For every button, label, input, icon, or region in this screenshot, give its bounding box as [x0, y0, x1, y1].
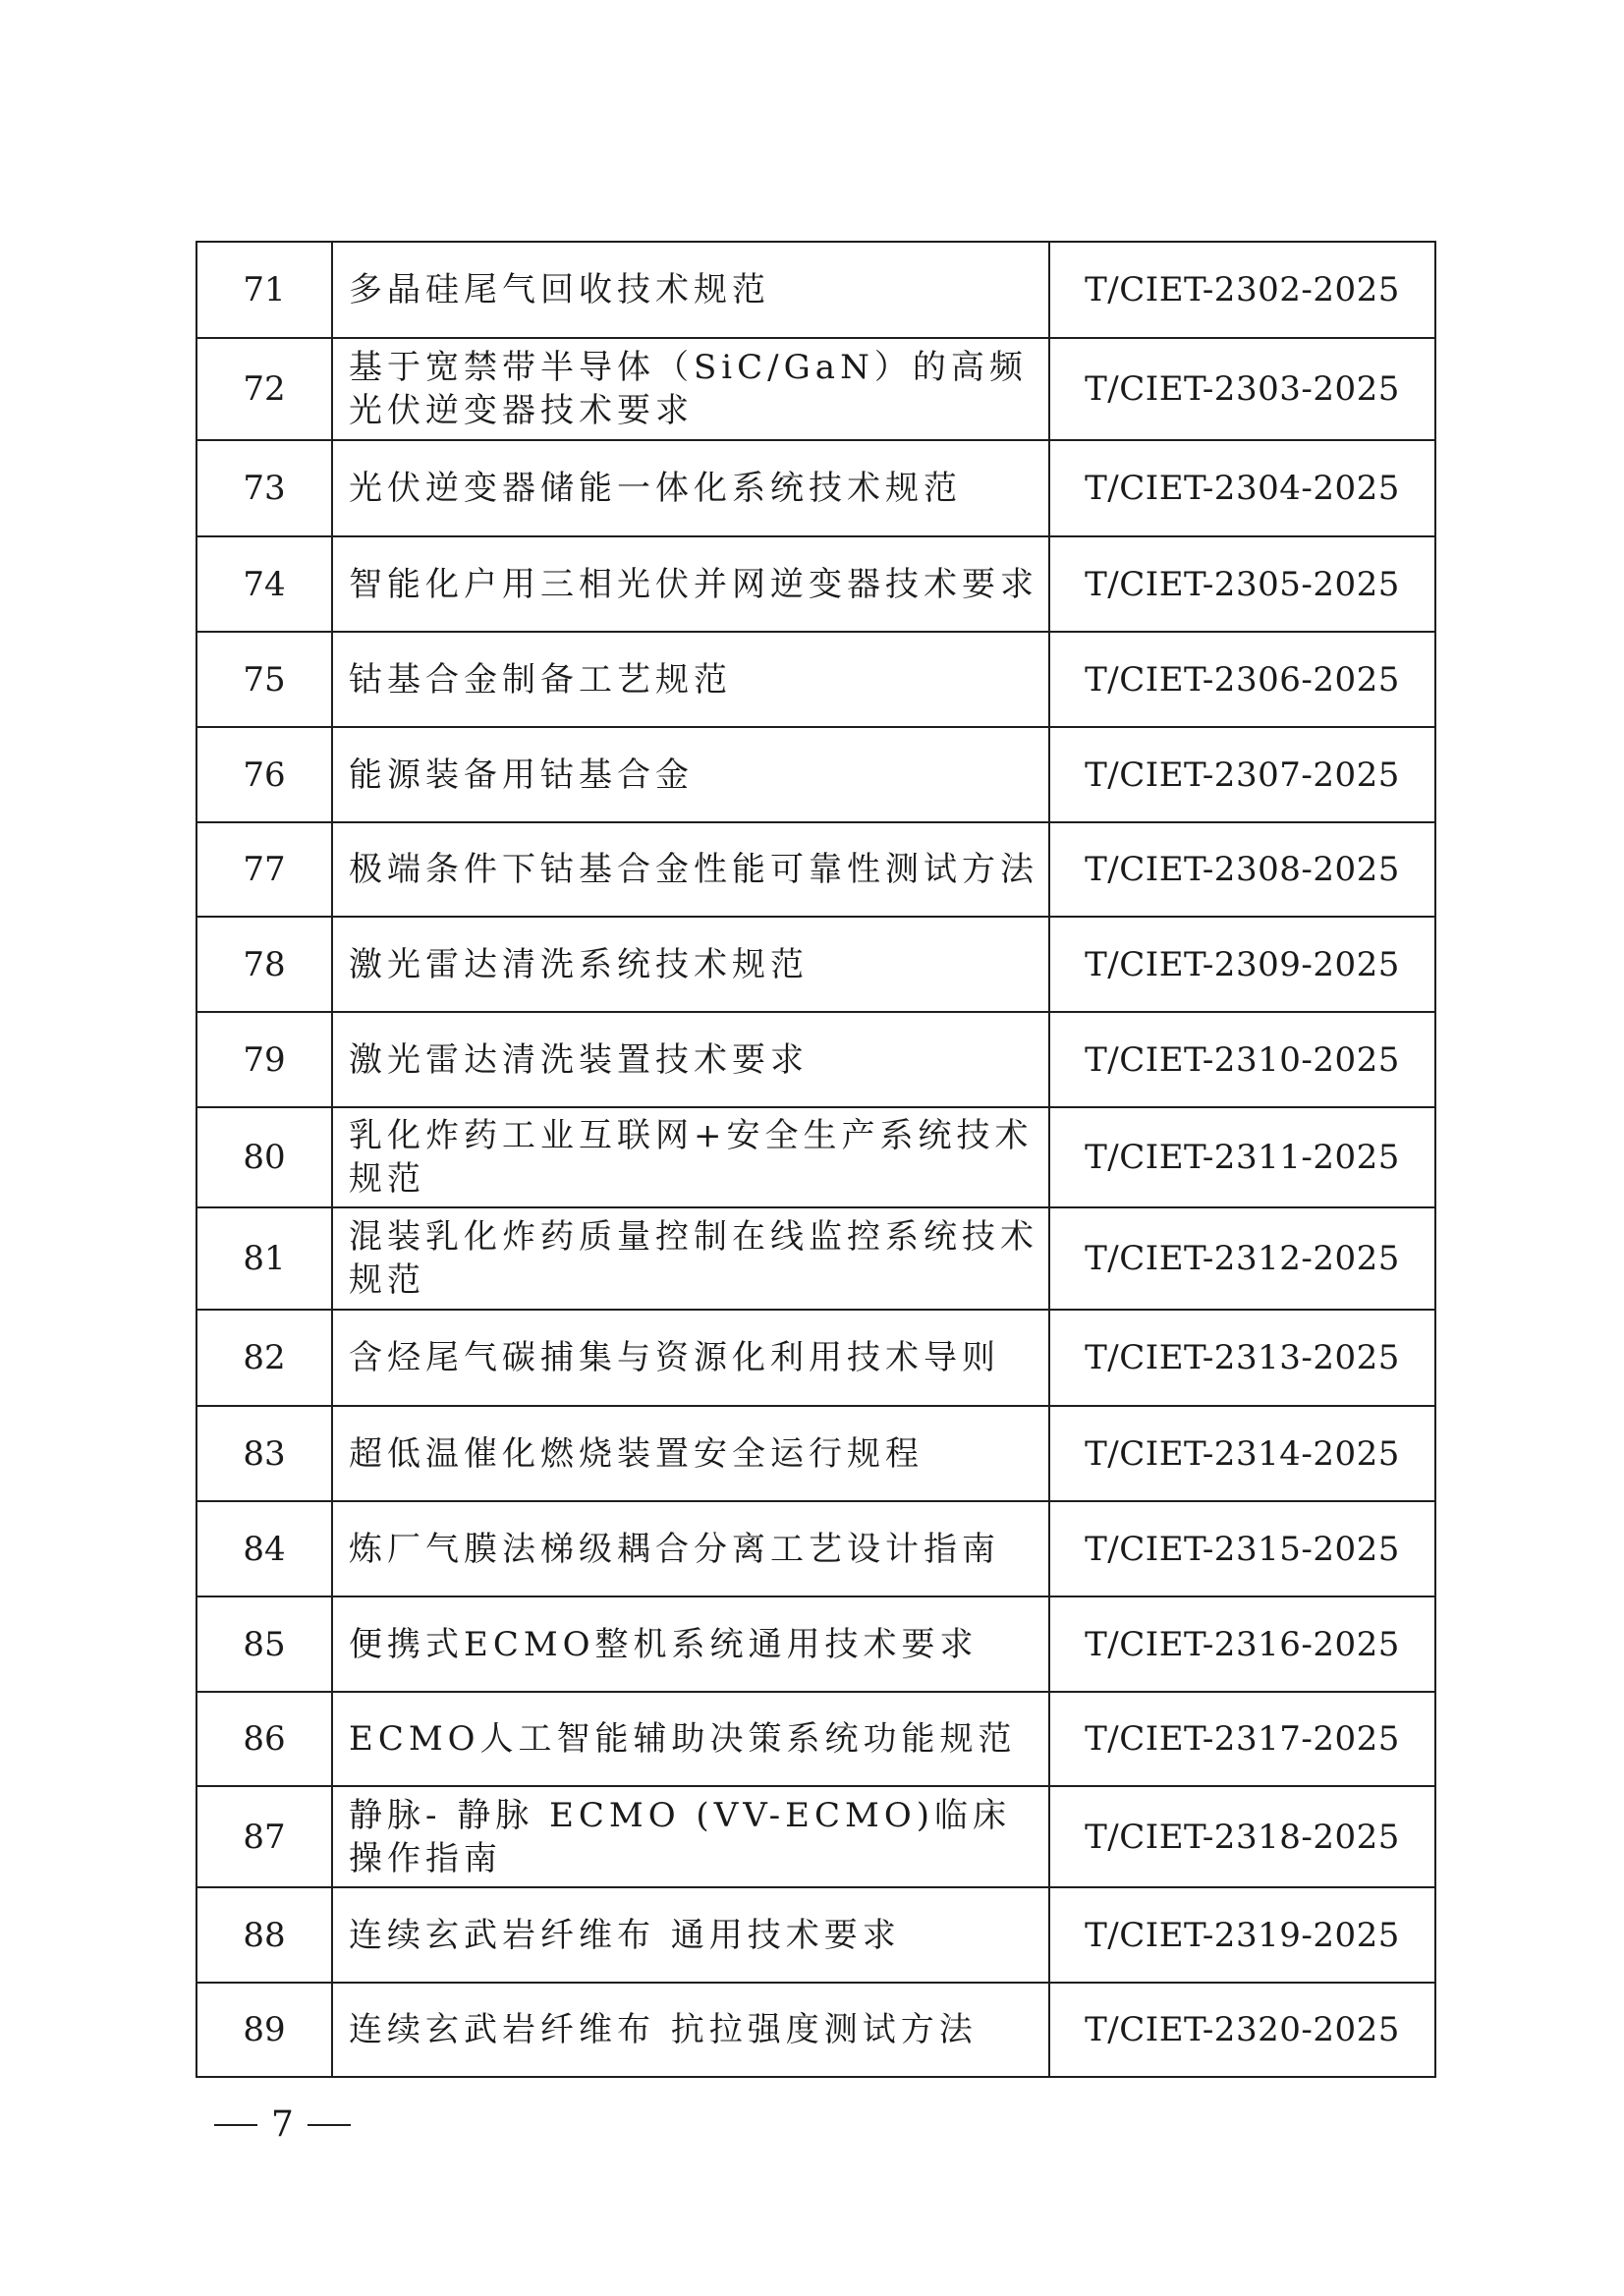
- footer-dash-left: [214, 2124, 257, 2126]
- standard-code: T/CIET-2312-2025: [1049, 1207, 1435, 1310]
- table-row: [196, 338, 1435, 440]
- standard-name: 激光雷达清洗装置技术要求: [332, 1012, 1049, 1107]
- row-number: 88: [196, 1887, 332, 1983]
- standard-code: T/CIET-2316-2025: [1049, 1596, 1435, 1692]
- standard-code: T/CIET-2315-2025: [1049, 1501, 1435, 1596]
- table-row: [196, 727, 1435, 822]
- standard-code: T/CIET-2319-2025: [1049, 1887, 1435, 1983]
- standard-code: T/CIET-2311-2025: [1049, 1107, 1435, 1207]
- standards-table: [196, 241, 1436, 2078]
- standard-name: 能源装备用钴基合金: [332, 727, 1049, 822]
- row-number: 73: [196, 440, 332, 536]
- row-number: 75: [196, 632, 332, 727]
- standard-name: 光伏逆变器储能一体化系统技术规范: [332, 440, 1049, 536]
- standard-name: 激光雷达清洗系统技术规范: [332, 917, 1049, 1012]
- row-number: 72: [196, 338, 332, 440]
- row-number: 81: [196, 1207, 332, 1310]
- row-number: 85: [196, 1596, 332, 1692]
- row-number: 87: [196, 1786, 332, 1887]
- table-row: [196, 1786, 1435, 1887]
- standard-code: T/CIET-2306-2025: [1049, 632, 1435, 727]
- standard-name: 钴基合金制备工艺规范: [332, 632, 1049, 727]
- standard-name: 基于宽禁带半导体（SiC/GaN）的高频光伏逆变器技术要求: [332, 338, 1049, 440]
- row-number: 84: [196, 1501, 332, 1596]
- table-row: [196, 1596, 1435, 1692]
- row-number: 86: [196, 1692, 332, 1786]
- standard-name: 静脉- 静脉 ECMO (VV-ECMO)临床操作指南: [332, 1786, 1049, 1887]
- standard-name: 乳化炸药工业互联网+安全生产系统技术规范: [332, 1107, 1049, 1207]
- row-number: 83: [196, 1406, 332, 1501]
- standard-code: T/CIET-2303-2025: [1049, 338, 1435, 440]
- row-number: 71: [196, 242, 332, 338]
- standard-code: T/CIET-2302-2025: [1049, 242, 1435, 338]
- standard-code: T/CIET-2318-2025: [1049, 1786, 1435, 1887]
- table-row: [196, 1310, 1435, 1406]
- row-number: 74: [196, 536, 332, 632]
- standard-name: 炼厂气膜法梯级耦合分离工艺设计指南: [332, 1501, 1049, 1596]
- standard-code: T/CIET-2307-2025: [1049, 727, 1435, 822]
- standard-code: T/CIET-2309-2025: [1049, 917, 1435, 1012]
- table-row: [196, 1692, 1435, 1786]
- table-row: [196, 1983, 1435, 2077]
- standard-name: 混装乳化炸药质量控制在线监控系统技术规范: [332, 1207, 1049, 1310]
- standard-code: T/CIET-2304-2025: [1049, 440, 1435, 536]
- table-row: [196, 1107, 1435, 1207]
- standard-code: T/CIET-2310-2025: [1049, 1012, 1435, 1107]
- table-row: [196, 1406, 1435, 1501]
- standard-name: 智能化户用三相光伏并网逆变器技术要求: [332, 536, 1049, 632]
- standard-code: T/CIET-2317-2025: [1049, 1692, 1435, 1786]
- table-row: [196, 536, 1435, 632]
- row-number: 82: [196, 1310, 332, 1406]
- standard-name: 多晶硅尾气回收技术规范: [332, 242, 1049, 338]
- table-row: [196, 1501, 1435, 1596]
- standard-name: 含烃尾气碳捕集与资源化利用技术导则: [332, 1310, 1049, 1406]
- row-number: 79: [196, 1012, 332, 1107]
- standard-name: 连续玄武岩纤维布 抗拉强度测试方法: [332, 1983, 1049, 2077]
- row-number: 76: [196, 727, 332, 822]
- standards-table-body: [196, 242, 1435, 2077]
- standard-code: T/CIET-2308-2025: [1049, 822, 1435, 917]
- standard-name: 超低温催化燃烧装置安全运行规程: [332, 1406, 1049, 1501]
- page-number: 7: [271, 2104, 294, 2145]
- standard-name: ECMO人工智能辅助决策系统功能规范: [332, 1692, 1049, 1786]
- table-row: [196, 1207, 1435, 1310]
- standard-name: 便携式ECMO整机系统通用技术要求: [332, 1596, 1049, 1692]
- row-number: 80: [196, 1107, 332, 1207]
- standard-code: T/CIET-2314-2025: [1049, 1406, 1435, 1501]
- table-row: [196, 1012, 1435, 1107]
- standard-code: T/CIET-2305-2025: [1049, 536, 1435, 632]
- standard-name: 连续玄武岩纤维布 通用技术要求: [332, 1887, 1049, 1983]
- row-number: 77: [196, 822, 332, 917]
- table-row: [196, 242, 1435, 338]
- footer-dash-right: [308, 2124, 351, 2126]
- table-row: [196, 917, 1435, 1012]
- standard-code: T/CIET-2313-2025: [1049, 1310, 1435, 1406]
- table-row: [196, 1887, 1435, 1983]
- row-number: 78: [196, 917, 332, 1012]
- standard-code: T/CIET-2320-2025: [1049, 1983, 1435, 2077]
- table-row: [196, 822, 1435, 917]
- row-number: 89: [196, 1983, 332, 2077]
- table-row: [196, 440, 1435, 536]
- table-row: [196, 632, 1435, 727]
- standard-name: 极端条件下钴基合金性能可靠性测试方法: [332, 822, 1049, 917]
- page-footer: [214, 2104, 351, 2145]
